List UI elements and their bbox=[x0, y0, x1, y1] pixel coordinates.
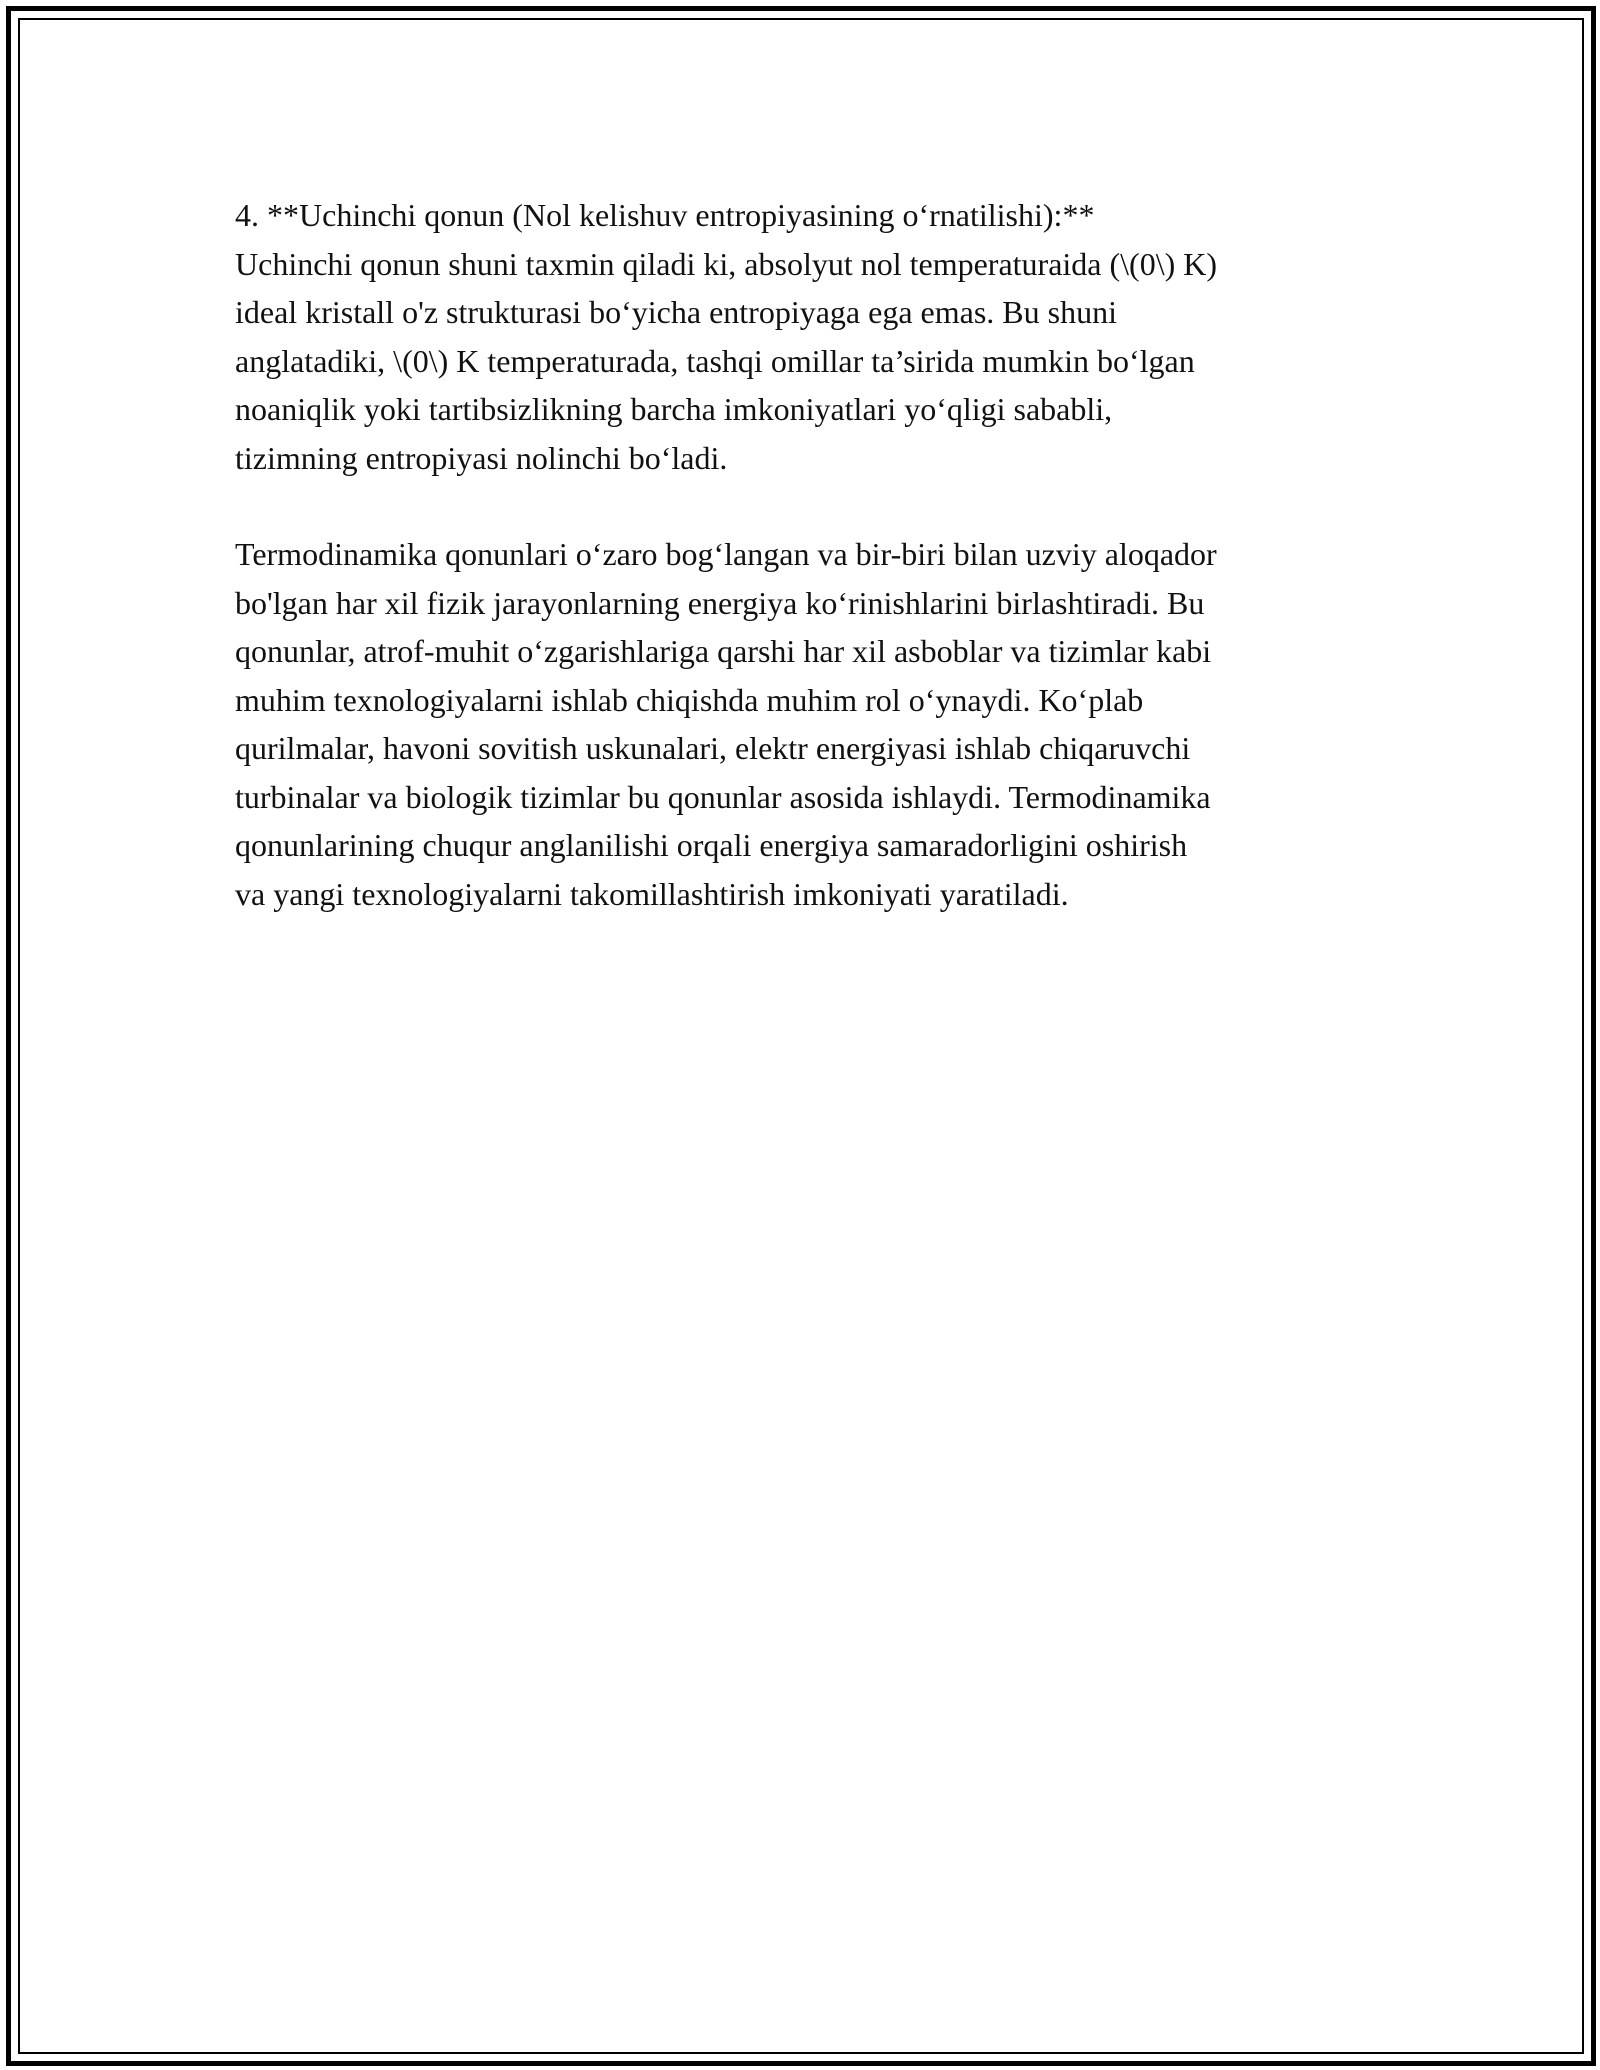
paragraph-line: Termodinamika qonunlari o‘zaro bog‘langan va bir-biri bilan uzviy aloqador bbox=[235, 536, 1217, 572]
paragraph-line: bo'lgan har xil fizik jarayonlarning energiya ko‘rinishlarini birlashtiradi. Bu bbox=[235, 584, 1205, 621]
paragraph-line: turbinalar va biologik tizimlar bu qonunlar asosida ishlaydi. Termodinamika bbox=[235, 778, 1211, 815]
paragraph-line: ideal kristall o'z strukturasi bo‘yicha entropiyaga ega emas. Bu shuni bbox=[235, 294, 1117, 330]
paragraph-line: tizimning entropiyasi nolinchi bo‘ladi. bbox=[235, 439, 728, 476]
paragraph-line: muhim texnologiyalarni ishlab chiqishda muhim rol o‘ynaydi. Ko‘plab bbox=[235, 681, 1144, 718]
paragraph-line: qurilmalar, havoni sovitish uskunalari, elektr energiyasi ishlab chiqaruvchi bbox=[235, 730, 1191, 766]
paragraph-third-law bbox=[235, 191, 1375, 482]
paragraph-line: Uchinchi qonun shuni taxmin qiladi ki, absolyut nol temperaturaida (\(0\) K) bbox=[235, 245, 1218, 282]
paragraph-summary bbox=[235, 530, 1375, 918]
paragraph-line: va yangi texnologiyalarni takomillashtirish imkoniyati yaratiladi. bbox=[235, 875, 1069, 912]
paragraph-line: 4. **Uchinchi qonun (Nol kelishuv entropiyasining o‘rnatilishi):** bbox=[235, 197, 1095, 233]
document-body bbox=[235, 191, 1375, 918]
paragraph-line: noaniqlik yoki tartibsizlikning barcha imkoniyatlari yo‘qligi sababli, bbox=[235, 391, 1113, 427]
paragraph-line: anglatadiki, \(0\) K temperaturada, tashqi omillar ta’sirida mumkin bo‘lgan bbox=[235, 342, 1195, 379]
paragraph-line: qonunlarining chuqur anglanilishi orqali energiya samaradorligini oshirish bbox=[235, 827, 1188, 863]
paragraph-line: qonunlar, atrof-muhit o‘zgarishlariga qarshi har xil asboblar va tizimlar kabi bbox=[235, 633, 1212, 669]
